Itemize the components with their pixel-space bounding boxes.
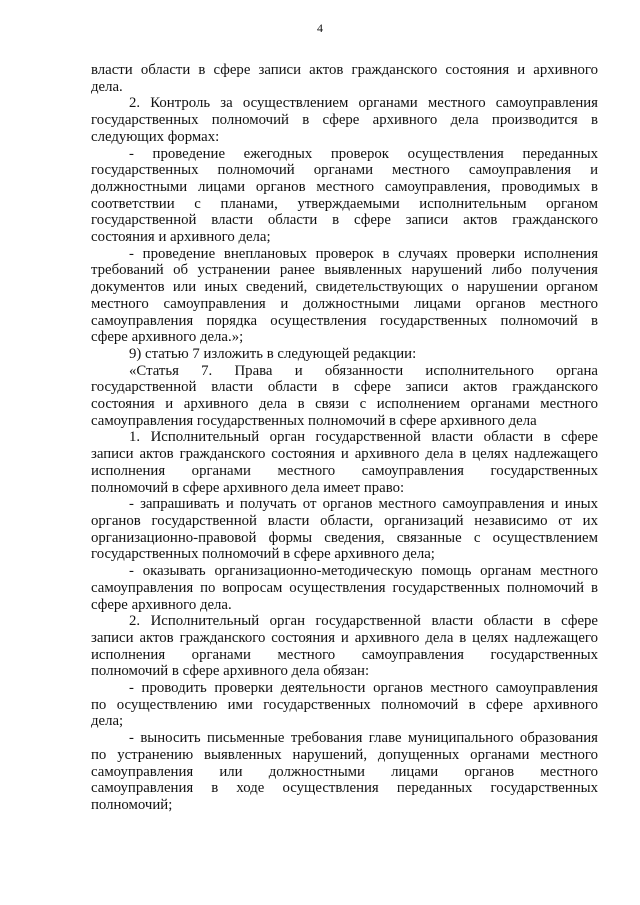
text-line: состояния и архивного дела в связи с исполнением органами местного <box>91 396 598 413</box>
text-line: самоуправления порядка осуществления государственных полномочий в <box>91 312 598 329</box>
text-line: полномочий; <box>91 796 173 813</box>
text-line: - проведение внеплановых проверок в случаях проверки исполнения <box>129 245 598 262</box>
text-line: исполнения органами местного самоуправления государственных <box>91 462 598 479</box>
text-line: 1. Исполнительный орган государственной власти области в сфере <box>129 429 598 446</box>
text-line: полномочий в сфере архивного дела обязан: <box>91 663 370 680</box>
text-line: сфере архивного дела.»; <box>91 329 244 346</box>
text-line: следующих формах: <box>91 128 220 145</box>
page-number: 4 <box>317 21 323 35</box>
text-line: записи актов гражданского состояния и архивного дела в целях надлежащего <box>91 629 598 646</box>
text-line: требований об устранении ранее выявленных нарушений либо получения <box>91 262 598 279</box>
text-line: «Статья 7. Права и обязанности исполнительного органа <box>129 362 598 379</box>
document-body <box>91 62 598 814</box>
text-line: 2. Исполнительный орган государственной власти области в сфере <box>129 613 598 630</box>
text-line: государственных полномочий органами местного самоуправления и <box>91 162 598 179</box>
text-line: - оказывать организационно-методическую помощь органам местного <box>129 563 598 580</box>
text-line: самоуправления по вопросам осуществления государственных полномочий в <box>91 579 598 596</box>
text-line: самоуправления в ходе осуществления переданных государственных <box>91 780 598 797</box>
text-line: - проведение ежегодных проверок осуществления переданных <box>129 145 598 162</box>
text-line: государственной власти области в сфере записи актов гражданского <box>91 379 598 396</box>
text-line: - запрашивать и получать от органов местного самоуправления и иных <box>129 496 598 513</box>
text-line: записи актов гражданского состояния и архивного дела в целях надлежащего <box>91 446 598 463</box>
text-line: государственных полномочий в сфере архивного дела; <box>91 546 435 563</box>
text-line: государственных полномочий в сфере архивного дела производится в <box>91 112 598 129</box>
text-line: дела; <box>91 713 124 730</box>
text-line: организационно-правовой формы сведения, связанные с осуществлением <box>91 529 598 546</box>
text-line: соответствии с планами, утверждаемыми исполнительным органом <box>91 195 598 212</box>
text-line: состояния и архивного дела; <box>91 229 271 246</box>
text-line: - проводить проверки деятельности органов местного самоуправления <box>129 680 598 697</box>
text-line: власти области в сфере записи актов гражданского состояния и архивного <box>91 62 598 78</box>
text-line: по осуществлению ими государственных полномочий в сфере архивного <box>91 696 598 713</box>
text-line: исполнения органами местного самоуправления государственных <box>91 646 598 663</box>
text-line: местного самоуправления и должностными лицами органов местного <box>91 295 598 312</box>
text-line: государственной власти области в сфере записи актов гражданского <box>91 212 598 229</box>
text-line: самоуправления государственных полномочий в сфере архивного дела <box>91 412 537 429</box>
text-line: самоуправления или должностными лицами органов местного <box>91 763 598 780</box>
text-line: документов или иных сведений, свидетельствующих о нарушении органом <box>91 279 598 296</box>
text-line: органов государственной власти области, организаций независимо от их <box>91 512 598 529</box>
text-line: должностными лицами органов местного самоуправления, проводимых в <box>91 178 598 195</box>
text-line: по устранению выявленных нарушений, допущенных органами местного <box>91 746 598 763</box>
text-line: сфере архивного дела. <box>91 596 232 613</box>
text-line: дела. <box>91 78 123 95</box>
text-line: 2. Контроль за осуществлением органами местного самоуправления <box>129 95 598 112</box>
text-line: полномочий в сфере архивного дела имеет право: <box>91 479 405 496</box>
text-line: - выносить письменные требования главе муниципального образования <box>129 730 598 747</box>
text-line: 9) статью 7 изложить в следующей редакции: <box>129 345 417 362</box>
